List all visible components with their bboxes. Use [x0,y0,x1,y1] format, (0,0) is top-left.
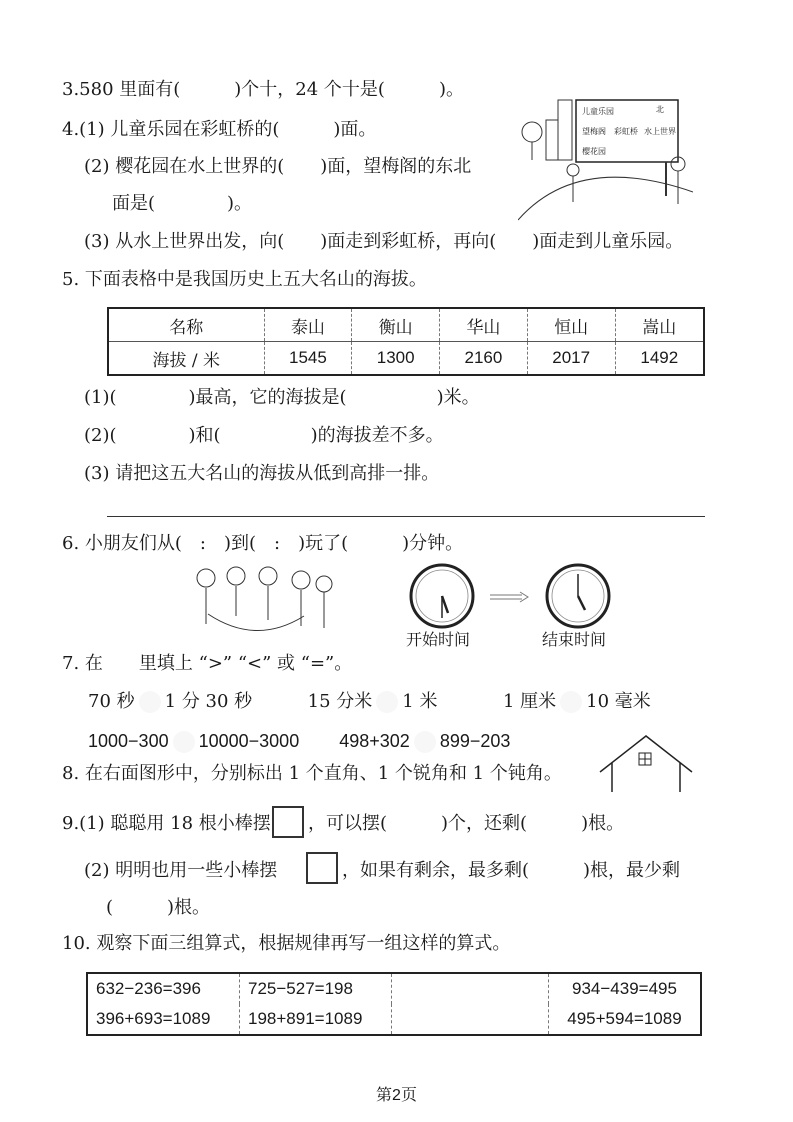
question-8: 8. 在右面图形中，分别标出 1 个直角、1 个锐角和 1 个钝角。 [62,763,562,784]
answer-line[interactable] [107,516,705,517]
compare-circle[interactable] [173,731,195,753]
equation-cell: 632−236=396 [87,973,240,1004]
question-9-part-1a: 9.(1) 聪聪用 18 根小棒摆 [62,813,271,834]
children-jump-rope-illustration [186,566,336,640]
question-6: 6. 小朋友们从( : )到( : )玩了( )分钟。 [62,533,464,554]
equation-table [86,972,702,1036]
question-9-part-2b: ，如果有剩余，最多剩( )根，最少剩 [342,860,681,881]
map-north-label: 北 [656,105,664,114]
question-5-part-3: (3) 请把这五大名山的海拔从低到高排一排。 [84,463,440,484]
map-place-wangmei-pavilion: 望梅阁 [582,127,606,136]
table-header-cell: 恒山 [527,308,615,342]
question-9-part-2-cont: ( )根。 [106,897,211,918]
compare-circle[interactable] [560,691,582,713]
compare-right: 899−203 [439,731,511,751]
tree-icon [522,122,542,142]
table-header-cell: 衡山 [352,308,440,342]
house-figure[interactable] [598,734,694,794]
jump-rope [208,614,304,631]
equation-cell: 396+693=1089 [87,1004,240,1035]
map-place-water-world: 水上世界 [644,127,676,136]
city-building [546,120,558,160]
compare-row-2 [88,729,510,753]
compare-right: 10 毫米 [586,691,651,712]
equation-cell: 198+891=1089 [240,1004,392,1035]
table-header-cell: 嵩山 [615,308,704,342]
question-4-part-2: (2) 樱花园在水上世界的( )面，望梅阁的东北 [84,156,472,177]
table-cell: 2160 [440,342,528,376]
table-cell: 1492 [640,348,679,367]
child-figure-icon [567,164,579,176]
table-header-cell: 华山 [440,308,528,342]
compare-left: 70 秒 [88,691,135,712]
table-row [108,342,704,376]
question-9-part-2a: (2) 明明也用一些小棒摆 [84,860,278,881]
table-cell: 1300 [352,342,440,376]
question-5-part-1: (1)( )最高，它的海拔是( )米。 [84,387,480,408]
blank-equation-cell[interactable] [391,973,548,1004]
table-row [87,973,701,1004]
start-time-label: 开始时间 [406,630,471,649]
question-10-title: 10. 观察下面三组算式，根据规律再写一组这样的算式。 [62,933,511,954]
park-map-illustration [518,92,693,222]
end-clock-icon [544,562,612,630]
compare-right: 1 分 30 秒 [164,691,253,712]
blank-equation-cell[interactable] [391,1004,548,1035]
question-5-part-2: (2)( )和( )的海拔差不多。 [84,425,444,446]
compare-left: 1 厘米 [502,691,557,712]
compare-left: 498+302 [339,731,410,751]
table-header-row [108,308,704,342]
equation-cell: 495+594=1089 [567,1009,682,1028]
compare-circle[interactable] [414,731,436,753]
city-building [558,100,572,160]
question-4-part-1: 4.(1) 儿童乐园在彩虹桥的( )面。 [62,119,377,140]
compare-right: 1 米 [402,691,438,712]
table-row [87,1004,701,1035]
question-9-part-1b: ，可以摆( )个，还剩( )根。 [308,813,625,834]
page-number: 第2页 [376,1087,417,1104]
question-3: 3.580 里面有( )个十，24 个十是( )。 [62,79,464,100]
stick-square-icon [306,852,338,884]
table-cell: 1545 [264,342,352,376]
compare-left: 1000−300 [88,731,169,751]
question-5-title: 5. 下面表格中是我国历史上五大名山的海拔。 [62,269,427,290]
arrow-right-icon [488,590,532,604]
table-header-cell: 泰山 [264,308,352,342]
compare-left: 15 分米 [307,691,373,712]
equation-cell: 725−527=198 [240,973,392,1004]
end-time-label: 结束时间 [542,630,607,649]
map-place-rainbow-bridge: 彩虹桥 [614,127,638,136]
map-place-cherry-garden: 樱花园 [582,147,606,156]
start-clock-icon [408,562,476,630]
compare-circle[interactable] [376,691,398,713]
compare-circle[interactable] [139,691,161,713]
map-place-children-park: 儿童乐园 [582,107,614,116]
question-4-part-2-cont: 面是( )。 [112,193,253,214]
stick-square-icon [272,806,304,838]
table-cell: 海拔 / 米 [108,342,264,376]
question-7-title: 7. 在 里填上 “>” “<” 或 “=”。 [62,653,353,674]
table-header-cell: 名称 [108,308,264,342]
compare-row-1 [88,690,651,714]
question-4-part-3: (3) 从水上世界出发，向( )面走到彩虹桥，再向( )面走到儿童乐园。 [84,231,684,252]
equation-cell: 934−439=495 [572,979,677,998]
path-road [518,177,693,220]
compare-right: 10000−3000 [198,731,300,751]
table-cell: 2017 [527,342,615,376]
mountain-height-table [107,307,705,376]
